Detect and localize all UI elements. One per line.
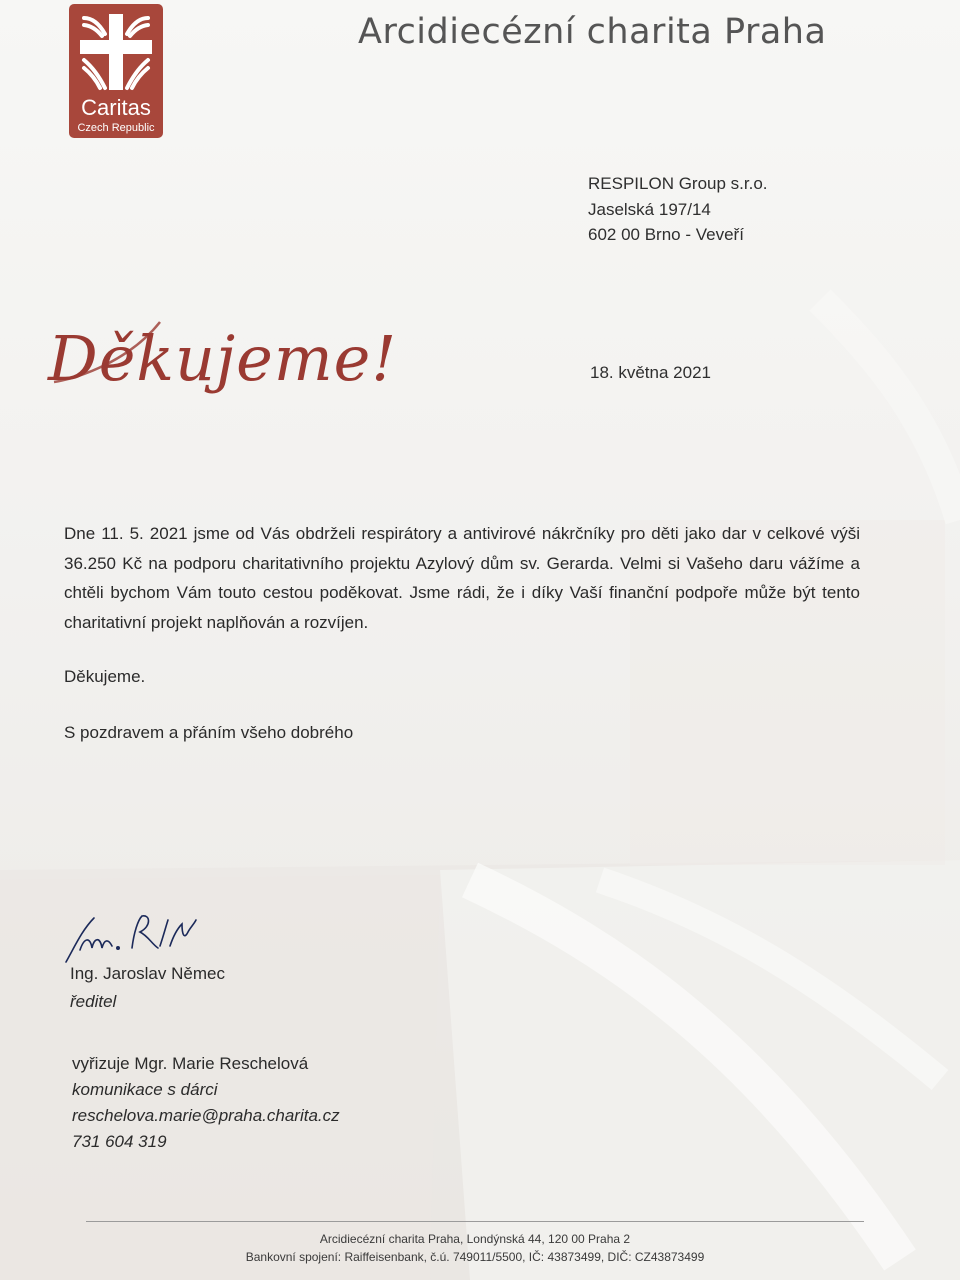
recipient-line-street: Jaselská 197/14 — [588, 199, 711, 219]
footer-divider — [86, 1221, 864, 1222]
recipient-line-city: 602 00 Brno - Veveří — [588, 225, 744, 244]
caritas-cross-icon — [72, 8, 160, 96]
recipient-address — [588, 171, 768, 248]
closing-line: S pozdravem a přáním všeho dobrého — [64, 723, 354, 742]
footer-bank-info: Bankovní spojení: Raiffeisenbank, č.ú. 749011/5500, IČ: 43873499, DIČ: CZ43873499 — [245, 1250, 705, 1264]
footer — [86, 1230, 864, 1266]
logo-wordmark: Caritas — [81, 95, 151, 120]
signatory-role: ředitel — [70, 992, 117, 1011]
thanks-line: Děkujeme. — [64, 667, 146, 686]
contact-email: reschelova.marie@praha.charita.cz — [72, 1106, 340, 1125]
contact-department: komunikace s dárci — [72, 1080, 218, 1099]
contact-handled-by: vyřizuje Mgr. Marie Reschelová — [72, 1054, 309, 1073]
logo-subtitle: Czech Republic — [77, 122, 155, 134]
footer-address: Arcidiecézní charita Praha, Londýnská 44, 120 00 Praha 2 — [319, 1232, 631, 1246]
letter-date: 18. května 2021 — [590, 363, 711, 382]
handwritten-signature — [60, 910, 210, 970]
thanks-headline-text: Děkujeme! — [48, 322, 398, 395]
signatory-name: Ing. Jaroslav Němec — [70, 964, 225, 983]
thanks-headline — [40, 300, 460, 420]
contact-block — [72, 1051, 340, 1155]
body-paragraph: Dne 11. 5. 2021 jsme od Vás obdrželi respirátory a antivirové nákrčníky pro děti jako dar v celkové výši 36.250 Kč na podporu charitativního projektu Azylový dům sv. Gerarda. Velmi si Vašeho daru vážíme a chtěli bychom Vám touto cestou poděkovat. Jsme rádi, že i díky Vaší finanční podpoře může být tento charitativní projekt naplňován a rozvíjen. — [64, 524, 860, 632]
contact-phone: 731 604 319 — [72, 1132, 167, 1151]
organization-title: Arcidiecézní charita Praha — [358, 12, 827, 52]
recipient-line-company: RESPILON Group s.r.o. — [588, 174, 768, 193]
caritas-logo — [69, 4, 163, 138]
